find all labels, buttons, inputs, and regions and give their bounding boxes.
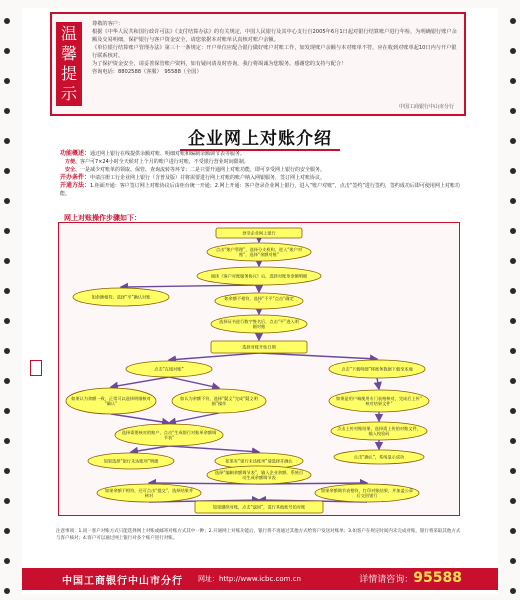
notice-badge: 温馨提示 bbox=[56, 22, 82, 106]
flowchart bbox=[59, 223, 459, 515]
notice-line: 根据《中华人民共和国行政许可法》《支付结算办法》的有关规定，中国人民银行及其中心支行自2005年6月1日起对银行结算账户进行年检，为明确银行账户余额及交易明细，保护银行与客户资金安全，请您依据本对账单认真核对账户余额。 bbox=[92, 29, 457, 43]
page-title-text: 企业网上对账介绍 bbox=[180, 129, 340, 151]
flow-arrow bbox=[111, 414, 169, 423]
flow-node-detail-match bbox=[66, 388, 156, 414]
flow-node-input-otp bbox=[211, 315, 307, 333]
overview-text: 通过网上银行在线提供余额对账、明细对账和编制余额调节表等服务。 bbox=[90, 151, 246, 157]
flow-node-account-mgmt bbox=[207, 243, 311, 261]
open-label: 开办条件： bbox=[60, 174, 91, 181]
flow-node-print-adjust bbox=[315, 484, 419, 502]
flow-node-label: 如果选择“银行未达账项”明细 bbox=[103, 458, 159, 464]
flow-arrow bbox=[121, 285, 259, 287]
flow-node-label: 如果继续对账，点击“返回”，进行其他账号的对账 bbox=[212, 504, 306, 510]
flow-node-label: 如果有“银行未达账项”请选择并确认 bbox=[225, 458, 293, 464]
convenience-text: 客户可7×24小时全天候对上个月的账户进行对账，不受银行营业时间限制。 bbox=[80, 159, 249, 165]
right-sprocket-holes bbox=[506, 0, 520, 600]
footer-hotline bbox=[359, 570, 462, 586]
left-sprocket-holes bbox=[0, 0, 14, 600]
open-text: 申请注册工行企业网上银行（含普及版）并将需要进行网上对账的账户纳入网银服务，签订网上对账协议。 bbox=[90, 175, 326, 181]
notice-text bbox=[92, 20, 458, 76]
safety-label: 安全、 bbox=[65, 167, 81, 173]
flow-node-label: 后交回银行 bbox=[356, 493, 378, 499]
footer-web-url[interactable]: http://www.icbc.com.cn bbox=[219, 575, 301, 583]
safety-text: 一是减少对账单的领取、保管、查询流转等环节；二是只要开通网上对账功能，即可享受网上银行的安全服务。 bbox=[80, 167, 326, 173]
flow-heading: 网上对账操作步骤如下： bbox=[64, 214, 141, 222]
flow-node-label: 如果余额不相符，还可点击“提交”，选择结果并 bbox=[104, 487, 194, 493]
flow-node-label: 输入校验码 bbox=[368, 431, 390, 437]
notice-line: 《单位银行结算账户管理办法》第三十一条规定：开户单位应配合银行做好账户对账工作，如发现账户余额与本对账单不符，应在收到对账单起10日内与开户银行联系核对。 bbox=[92, 45, 457, 59]
footer-website bbox=[198, 574, 301, 584]
flow-node-label: 登录企业网上银行 bbox=[242, 230, 276, 236]
flow-node-label: 如余额相符，选择“平”确认对账 bbox=[91, 294, 151, 300]
flow-arrow bbox=[259, 353, 377, 359]
flow-node-label: 核对 bbox=[144, 493, 154, 499]
flow-node-label: 细对账 bbox=[252, 324, 266, 330]
notice-line: 为了保护资金安全，请妥善保管账户资料，如有疑问请及时咨询，我行将竭诚为您服务。感谢您的支持与配合！ bbox=[92, 61, 347, 67]
overview-label: 功能概述： bbox=[60, 150, 91, 157]
flow-node-enter-detail bbox=[211, 341, 307, 353]
flow-node-label: “确认” bbox=[104, 401, 118, 407]
flow-node-label: 阅读《客户对账服务协议》后，选择对账单余额明细 bbox=[210, 273, 308, 279]
flow-node-label: 如余额不相符，选择“不平”点击“确定 bbox=[224, 295, 294, 301]
notes-text: 注意事项：1.同一客户对账方式只能选择网上对账或邮寄对账方式其中一种；2.开通网上对账功能后，银行将不再通过其他方式给客户发送对账单；3.如客户在规定时间内未完成对账，银行将采取其他方式与客户核对；4.客户可以通过网上银行对多个账户进行对账。 bbox=[56, 529, 461, 541]
page-title bbox=[0, 124, 520, 149]
flow-node-label: 如果是用户端使用专门表格核对，完成后上传“ bbox=[336, 395, 422, 401]
flow-node-label: 点击“确认”，系统显示成功 bbox=[353, 454, 405, 460]
convenience-label: 方便、 bbox=[65, 159, 81, 165]
notice-signature: 中国工商银行中山市分行 bbox=[398, 104, 454, 110]
flow-node-label: ” bbox=[257, 301, 261, 307]
flow-node-label: 选择证书进行数字签名后，点击“平”进入明 bbox=[219, 318, 299, 324]
flowchart-panel bbox=[58, 222, 460, 516]
flow-arrow bbox=[169, 413, 219, 423]
flow-node-select-balance-table bbox=[115, 424, 223, 446]
flow-node-detail-mismatch bbox=[172, 389, 266, 413]
flow-node-label: 节表” bbox=[163, 435, 175, 441]
footer-bar bbox=[22, 568, 498, 590]
flow-node-label: 点击“下载明细”将账务数据下载至本地 bbox=[341, 366, 413, 372]
flow-node-label: 点击“账户管理”，选择分支机构，进入“账户对 bbox=[215, 246, 303, 252]
flow-node-upload-file bbox=[331, 422, 427, 440]
method-text: 1.柜面开通：客户签订网上对账协议后由柜台统一开通；2.网上开通：客户登录企业网上银行，进入“账户对账”，点击“签约”进行签约，签约成功后即可使用网上对账功能。 bbox=[60, 183, 460, 197]
footer-bank-name: 中国工商银行中山市分行 bbox=[62, 576, 183, 587]
intro-section bbox=[60, 150, 460, 198]
flow-arrow bbox=[169, 377, 219, 388]
flow-node-balance-mismatch bbox=[215, 293, 303, 309]
notice-box bbox=[50, 12, 466, 116]
flow-arrow bbox=[169, 353, 259, 360]
flow-node-label: 如认为余额不符，选择“疑义”完成“疑义明 bbox=[180, 395, 258, 401]
flow-node-label: 选择“编制余额调节表”，输入企业余额，系统自 bbox=[214, 469, 304, 475]
flow-node-online-recon bbox=[126, 361, 212, 377]
flow-node-label: 动生成余额调节表 bbox=[242, 475, 276, 481]
flow-arrow bbox=[111, 377, 169, 387]
flow-node-label: 如果认为余额一致，正常可以选择明细核对 bbox=[71, 395, 151, 401]
side-marker bbox=[30, 360, 42, 376]
flow-node-label: 账”，选择“余额对账” bbox=[238, 252, 280, 258]
flow-arrow bbox=[377, 378, 379, 389]
flow-node-download-dup bbox=[329, 390, 429, 412]
flow-node-login bbox=[216, 228, 302, 238]
flow-node-label: 选择需要核对的账户，点击“生成银行对账单余额调 bbox=[121, 429, 217, 435]
flow-arrow bbox=[131, 446, 169, 452]
flow-node-label: 如果余额调节表相符，打印对账结果，并加盖公章 bbox=[320, 487, 414, 493]
flow-node-label: 点击上传对账结果，选择需上传的对账文件， bbox=[337, 425, 421, 431]
flow-node-submit-adjust bbox=[97, 484, 201, 502]
flow-node-finish bbox=[195, 501, 323, 513]
flow-node-balance-match bbox=[73, 288, 169, 306]
flow-node-label: 点击“在线对账” bbox=[154, 366, 184, 372]
flow-arrow bbox=[169, 446, 259, 452]
flow-node-select-account bbox=[197, 267, 321, 285]
footer-hotline-number: 95588 bbox=[413, 570, 462, 586]
flow-node-bank-sealed bbox=[88, 453, 174, 469]
notice-line: 尊敬的客户： bbox=[92, 21, 124, 27]
footer-consult-label: 详情请咨询： bbox=[359, 575, 414, 585]
notice-line: 咨询电话：8802588（客服） 95588（全国） bbox=[92, 69, 202, 75]
method-label: 开通方法： bbox=[60, 182, 91, 189]
flow-node-label: 细”操作 bbox=[211, 401, 227, 407]
flow-node-label: 选择对账开始日期 bbox=[242, 344, 276, 350]
flow-node-confirm-done bbox=[334, 450, 424, 464]
flow-node-label: 核对结果文件” bbox=[365, 401, 393, 407]
flow-node-table-done bbox=[207, 466, 311, 484]
flow-node-download-recon bbox=[329, 360, 425, 378]
footer-web-label: 网址： bbox=[198, 575, 219, 583]
